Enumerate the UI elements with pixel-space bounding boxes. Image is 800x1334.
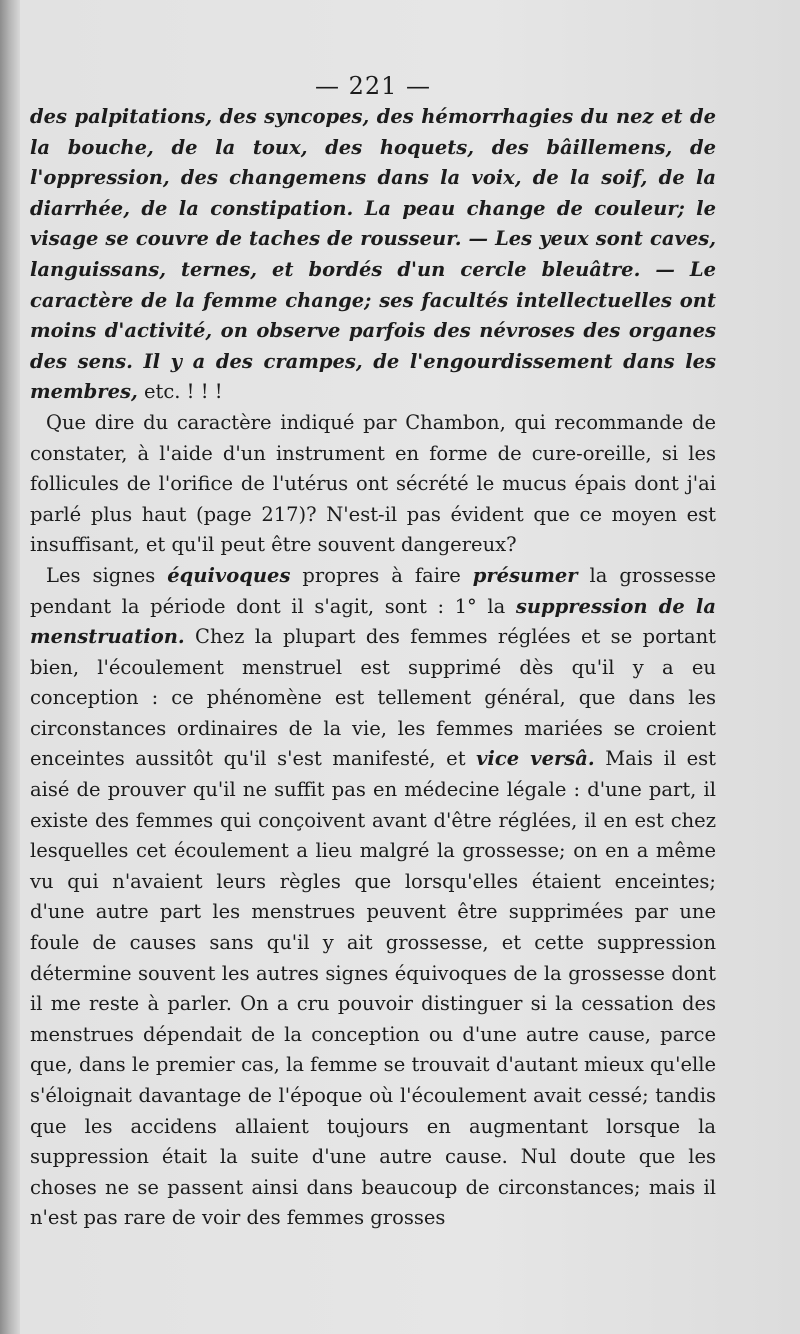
paragraph-symptoms-list [30, 102, 716, 408]
p3-italic-presumer: présumer [472, 563, 578, 587]
p3-italic-suppression: suppression de la menstruation. [30, 594, 716, 649]
p3-text-3: la grossesse pendant la période dont il s'agit, sont : 1° la [30, 563, 716, 618]
p3-text-1: Les signes [46, 563, 168, 587]
paragraph-chambon: Que dire du caractère indiqué par Chambon, qui recommande de constater, à l'aide d'un instrument en forme de cure-oreille, si les follicules de l'orifice de l'utérus ont sécrété le mucus épais dont j'ai parlé plus haut (page 217)? N'est-il pas évident que ce moyen est insuffisant, et qu'il peut être souvent dangereux? [30, 410, 716, 557]
p3-text-4: Chez la plupart des femmes réglées et se portant bien, l'écoulement menstruel est supprimé dès qu'il y a eu conception : ce phénomène est tellement général, que dans les circonstances ordinaires de la vie, les femmes mariées se croient enceintes aussitôt qu'il s'est manifesté, et [30, 625, 716, 771]
text-block [30, 70, 716, 1234]
page-number: — 221 — [314, 72, 432, 100]
p3-text-2: propres à faire [290, 563, 473, 587]
p3-italic-equivoques: équivoques [167, 563, 291, 587]
p3-text-5: Mais il est aisé de prouver qu'il ne suffit pas en médecine légale : d'une part, il existe des femmes qui conçoivent avant d'être réglées, il en est chez lesquelles cet écoulement a lieu malgré la grossesse; on en a même vu qui n'avaient leurs règles que lorsqu'elles étaient enceintes; d'une autre part les menstrues peuvent être supprimées par une foule de causes sans qu'il y ait grossesse, et cette suppression détermine souvent les autres signes équivoques de la grossesse dont il me reste à parler. On a cru pouvoir distinguer si la cessation des menstrues dépendait de la conception ou d'une autre cause, parce que, dans le premier cas, la femme se trouvait d'autant mieux qu'elle s'éloignait davantage de l'époque où l'écoulement avait cessé; tandis que les accidens allaient toujours en augmentant lorsque la suppression était la suite d'une autre cause. Nul doute que les choses ne se passent ainsi dans beaucoup de circonstances; mais il n'est pas rare de voir des femmes grosses [30, 747, 716, 1230]
page-gutter-shadow [0, 0, 20, 1334]
p3-italic-vice-versa: vice versâ. [476, 747, 595, 771]
symptoms-tail: etc. ! ! ! [137, 380, 223, 404]
paragraph-equivocal-signs [30, 561, 716, 1234]
symptoms-italic-text: des palpitations, des syncopes, des hémorrhagies du nez et de la bouche, de la toux, des hoquets, des bâillemens, de l'oppression, des changemens dans la voix, de la soif, de la diarrhée, de la constipation. La peau change de couleur; le visage se couvre de taches de rousseur. — Les yeux sont caves, languissans, ternes, et bordés d'un cercle bleuâtre. — Le caractère de la femme change; ses facultés intellectuelles ont moins d'activité, on observe parfois des névroses des organes des sens. Il y a des crampes, de l'engourdissement dans les membres, [30, 105, 716, 404]
